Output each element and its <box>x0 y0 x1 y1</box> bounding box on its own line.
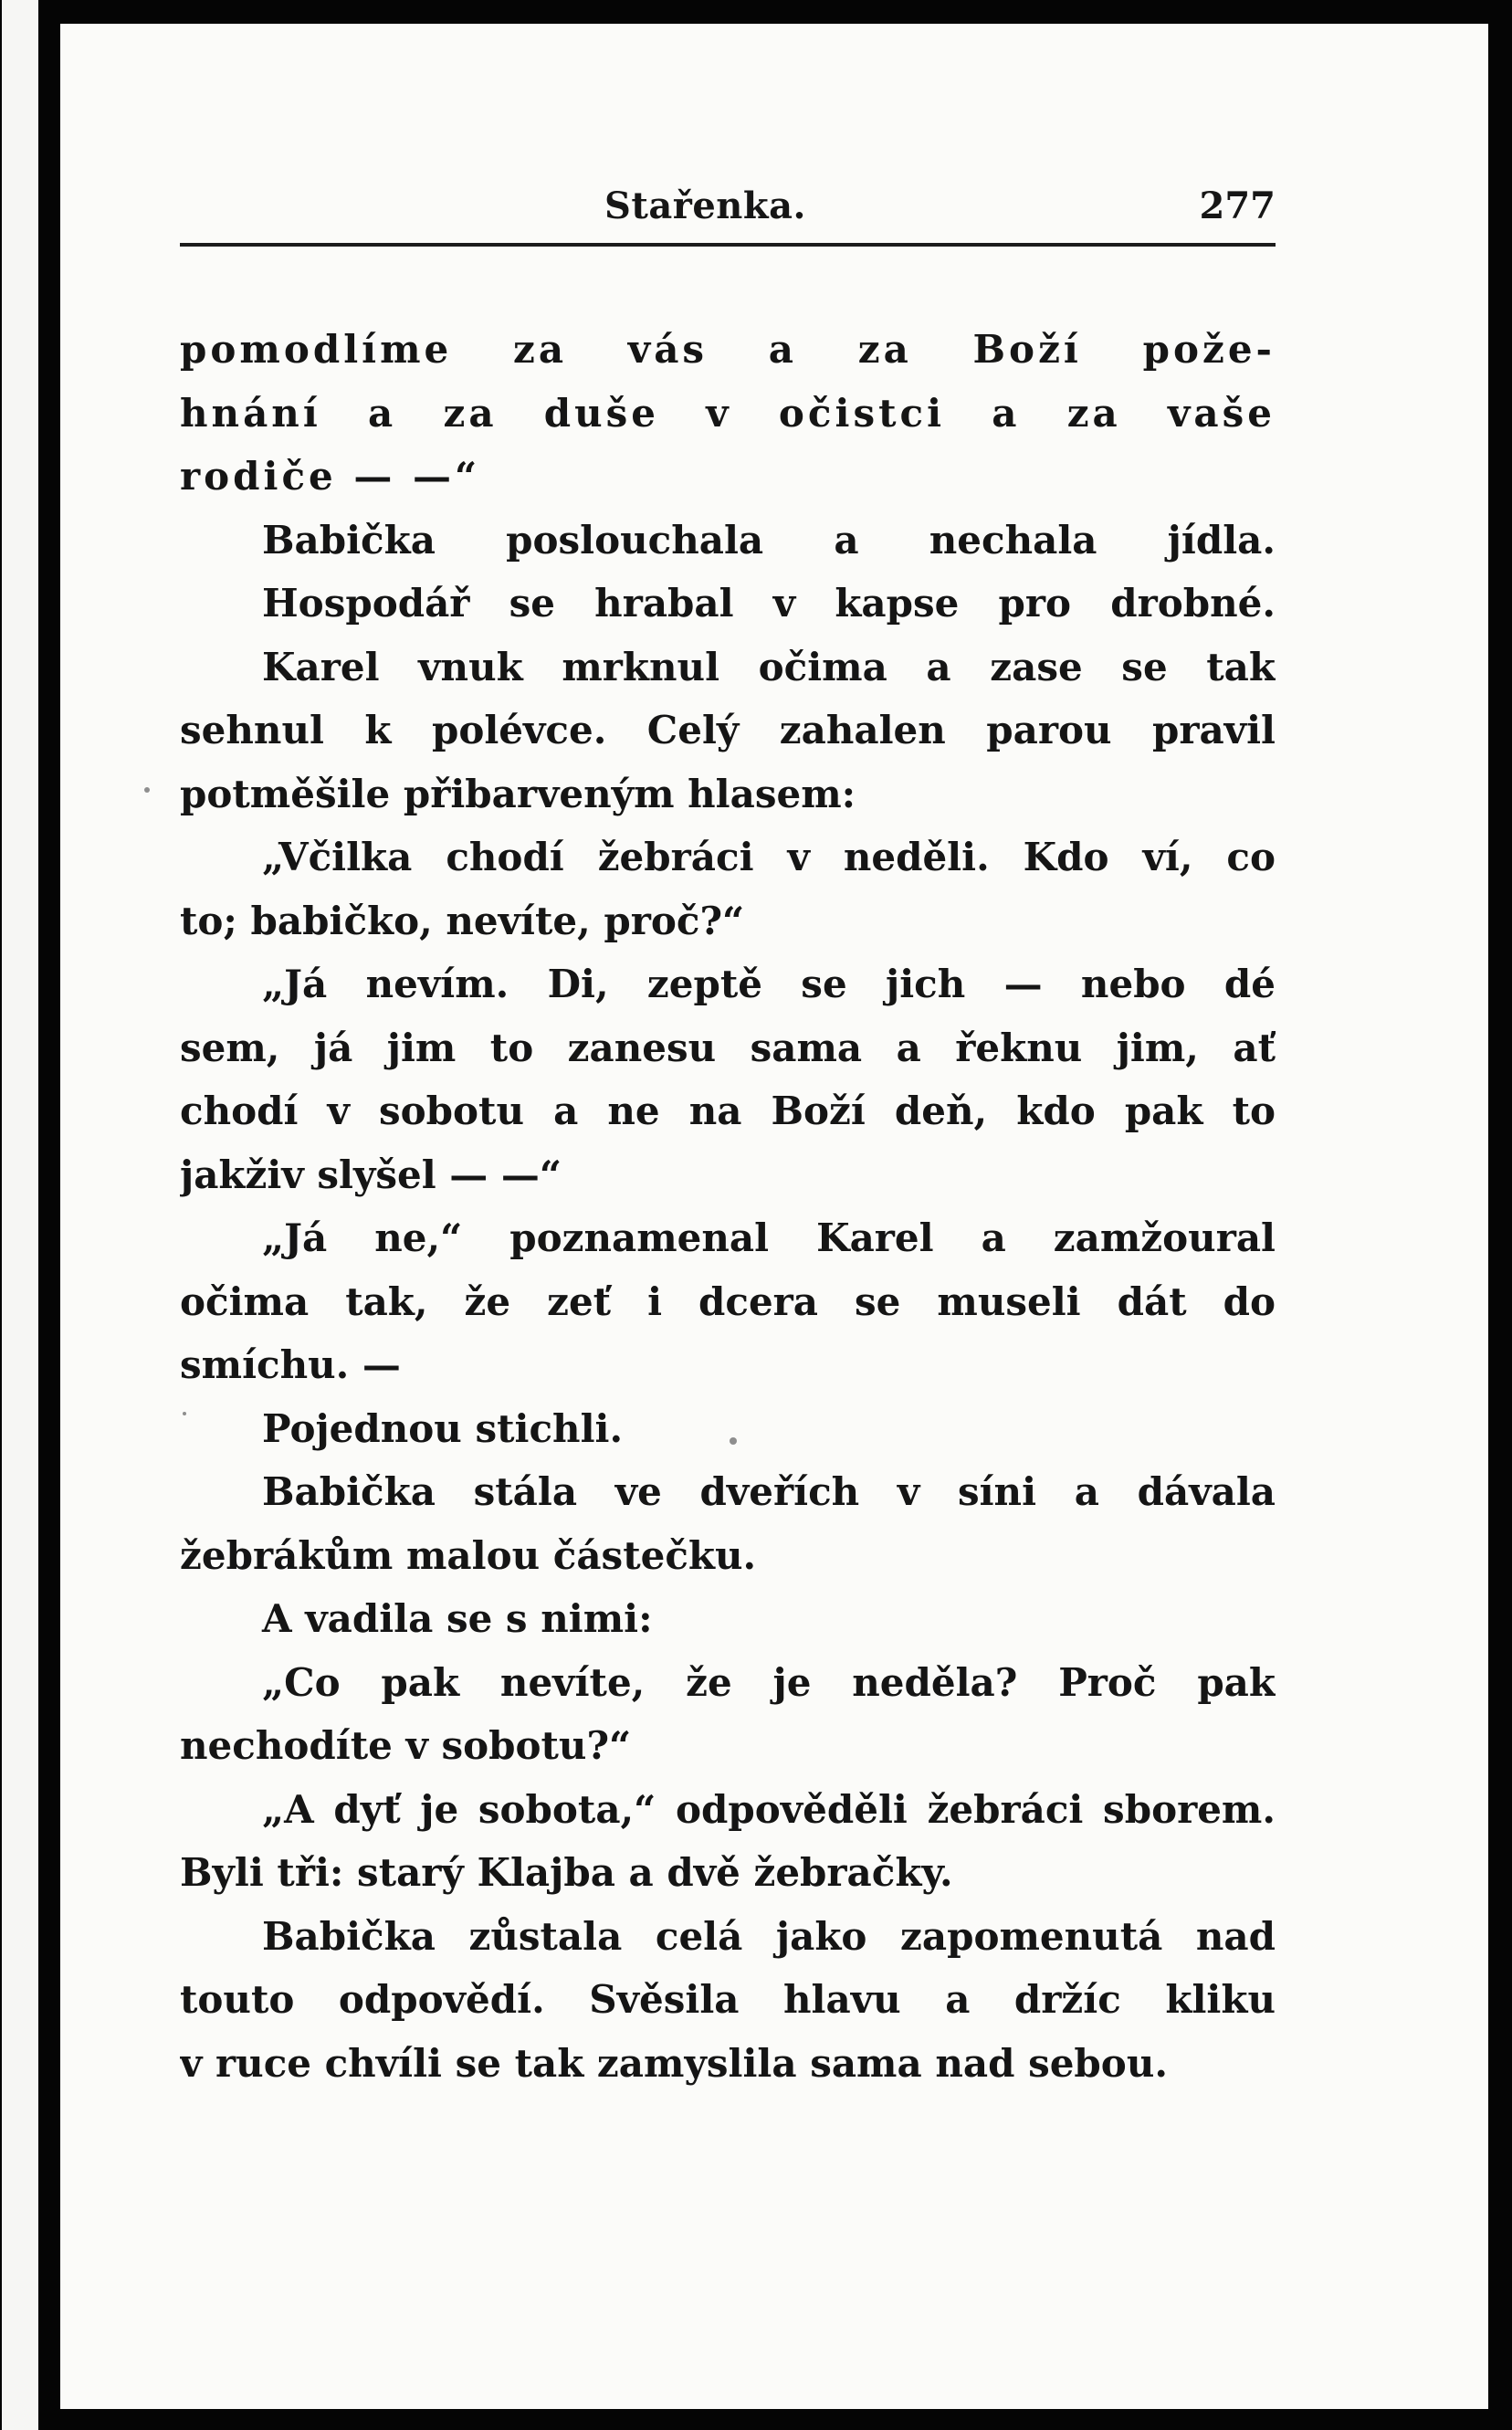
text-line: touto odpovědí. Svěsila hlavu a držíc kliku <box>180 1977 1276 2022</box>
text-line: Babička poslouchala a nechala jídla. <box>262 517 1276 563</box>
text-line: potměšile přibarveným hlasem: <box>180 771 856 816</box>
text-line: žebrákům malou částečku. <box>180 1532 757 1578</box>
text-line: sehnul k polévce. Celý zahalen parou pravil <box>180 708 1276 752</box>
text-line: nechodíte v sobotu?“ <box>180 1723 632 1768</box>
text-line: Hospodář se hrabal v kapse pro drobné. <box>262 581 1276 626</box>
scan-speck <box>730 1437 737 1445</box>
running-title: Stařenka. <box>604 184 806 227</box>
text-line: Karel vnuk mrknul očima a zase se tak <box>262 644 1276 689</box>
text-line: smíchu. — <box>180 1342 401 1387</box>
page-header <box>180 184 1276 237</box>
text-line: „Já nevím. Di, zeptě se jich — nebo dé <box>262 962 1276 1006</box>
text-line: očima tak, že zeť i dcera se museli dát do <box>180 1278 1276 1324</box>
text-line: chodí v sobotu a ne na Boží deň, kdo pak to <box>180 1089 1276 1133</box>
text-line: sem, já jim to zanesu sama a řeknu jim, ať <box>180 1025 1276 1070</box>
adjacent-page-edge <box>2 0 38 2430</box>
scan-speck <box>183 1412 186 1415</box>
page-number: 277 <box>1199 184 1276 227</box>
text-line: hnání a za duše v očistci a za vaše <box>180 390 1276 436</box>
text-line: to; babičko, nevíte, proč?“ <box>180 898 745 943</box>
text-line: „Včilka chodí žebráci v neděli. Kdo ví, co <box>262 835 1276 879</box>
text-line: Babička zůstala celá jako zapomenutá nad <box>262 1913 1276 1959</box>
text-line: „A dyť je sobota,“ odpověděli žebráci sborem. <box>262 1786 1276 1832</box>
text-line: Byli tři: starý Klajba a dvě žebračky. <box>180 1850 953 1895</box>
text-line: v ruce chvíli se tak zamyslila sama nad sebou. <box>180 2040 1168 2086</box>
body-text <box>180 318 1276 2095</box>
book-page <box>60 24 1488 2409</box>
text-line: Pojednou stichli. <box>262 1405 624 1451</box>
text-line: jakživ slyšel — —“ <box>180 1152 562 1197</box>
text-line: pomodlíme za vás a za Boží pože- <box>180 327 1276 372</box>
text-line: Babička stála ve dveřích v síni a dávala <box>262 1469 1276 1514</box>
text-line: rodiče — —“ <box>180 454 481 499</box>
header-rule <box>180 243 1276 247</box>
text-line: „Já ne,“ poznamenal Karel a zamžoural <box>262 1215 1276 1260</box>
scan-speck <box>144 787 150 793</box>
text-line: A vadila se s nimi: <box>262 1596 653 1641</box>
text-line: „Co pak nevíte, že je neděla? Proč pak <box>262 1659 1276 1705</box>
